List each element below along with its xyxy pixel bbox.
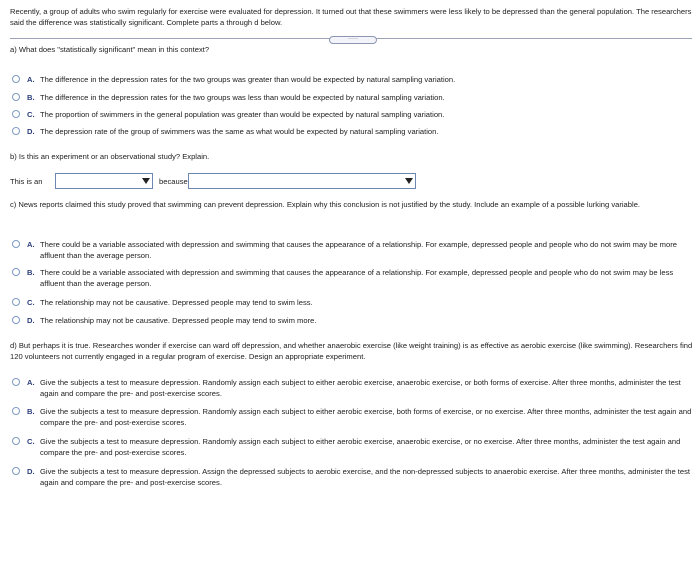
- option-text: The depression rate of the group of swimmers was the same as what would be expected by natural sampling variation.: [40, 127, 439, 136]
- question-d: d) But perhaps it is true. Researches wonder if exercise can ward off depression, and whether anaerobic exercise (like weight training) is as effective as aerobic exercise (like swimming). Researchers find 120 volunteers not currently engaged in a regular program of exercise. Design an appropriate experiment.: [10, 341, 693, 361]
- option-text: The relationship may not be causative. Depressed people may tend to swim more.: [40, 316, 317, 325]
- option-letter: B.: [27, 268, 35, 277]
- option-text: The relationship may not be causative. Depressed people may tend to swim less.: [40, 298, 313, 307]
- radio-button[interactable]: [12, 407, 20, 415]
- option-text: There could be a variable associated with depression and swimming that causes the appearance of a relationship. For example, depressed people and people who do not swim may be more affluent than the average person.: [40, 240, 677, 260]
- answer-prefix: This is an: [10, 177, 43, 186]
- because-label: because: [159, 177, 188, 186]
- radio-button[interactable]: [12, 127, 20, 135]
- study-type-dropdown[interactable]: [55, 173, 153, 189]
- section-divider: [10, 36, 692, 42]
- radio-button[interactable]: [12, 110, 20, 118]
- question-a: a) What does "statistically significant" mean in this context?: [10, 45, 210, 54]
- option-text: The difference in the depression rates for the two groups was less than would be expected by natural sampling variation.: [40, 93, 445, 102]
- option-letter: C.: [27, 298, 35, 307]
- radio-button[interactable]: [12, 467, 20, 475]
- option-text: Give the subjects a test to measure depression. Assign the depressed subjects to aerobic exercise, and the non-depressed subjects to anaerobic exercise. After three months, administer the test again and compare the pre- and post-exercise scores.: [40, 467, 691, 487]
- option-letter: B.: [27, 93, 35, 102]
- show-more-button[interactable]: ·····: [329, 36, 377, 44]
- radio-button[interactable]: [12, 298, 20, 306]
- radio-button[interactable]: [12, 316, 20, 324]
- question-b: b) Is this an experiment or an observational study? Explain.: [10, 152, 210, 161]
- option-text: Give the subjects a test to measure depression. Randomly assign each subject to either aerobic exercise, anaerobic exercise, or both forms of exercise. After three months, administer the test again and compare the pre- and post-exercise scores.: [40, 378, 681, 398]
- option-letter: D.: [27, 127, 35, 136]
- option-letter: D.: [27, 467, 35, 476]
- reason-dropdown[interactable]: [188, 173, 416, 189]
- option-letter: D.: [27, 316, 35, 325]
- option-text: Give the subjects a test to measure depression. Randomly assign each subject to either aerobic exercise, anaerobic exercise, or no exercise. After three months, administer the test again and compare the pre- and post-exercise scores.: [40, 437, 681, 457]
- radio-button[interactable]: [12, 240, 20, 248]
- radio-button[interactable]: [12, 75, 20, 83]
- option-letter: A.: [27, 240, 35, 249]
- option-letter: A.: [27, 75, 35, 84]
- radio-button[interactable]: [12, 268, 20, 276]
- radio-button[interactable]: [12, 378, 20, 386]
- problem-intro: Recently, a group of adults who swim regularly for exercise were evaluated for depression. It turned out that these swimmers were less likely to be depressed than the general population. The researchers said the difference was statistically significant. Complete parts a through d below.: [10, 7, 692, 27]
- option-text: The difference in the depression rates for the two groups was greater than would be expected by natural sampling variation.: [40, 75, 456, 84]
- radio-button[interactable]: [12, 437, 20, 445]
- option-text: Give the subjects a test to measure depression. Randomly assign each subject to either aerobic exercise, both forms of exercise, or no exercise. After three months, administer the test again and compare the pre- and post-exercise scores.: [40, 407, 692, 427]
- option-text: The proportion of swimmers in the general population was greater than would be expected by natural sampling variation.: [40, 110, 445, 119]
- question-c: c) News reports claimed this study proved that swimming can prevent depression. Explain why this conclusion is not justified by the study. Include an example of a possible lurking variable.: [10, 200, 641, 209]
- chevron-down-icon: [405, 178, 413, 184]
- chevron-down-icon: [142, 178, 150, 184]
- option-text: There could be a variable associated with depression and swimming that causes the appearance of a relationship. For example, depressed people and people who do not swim may be less affluent than the average person.: [40, 268, 674, 288]
- option-letter: A.: [27, 378, 35, 387]
- option-letter: C.: [27, 110, 35, 119]
- option-letter: C.: [27, 437, 35, 446]
- radio-button[interactable]: [12, 93, 20, 101]
- option-letter: B.: [27, 407, 35, 416]
